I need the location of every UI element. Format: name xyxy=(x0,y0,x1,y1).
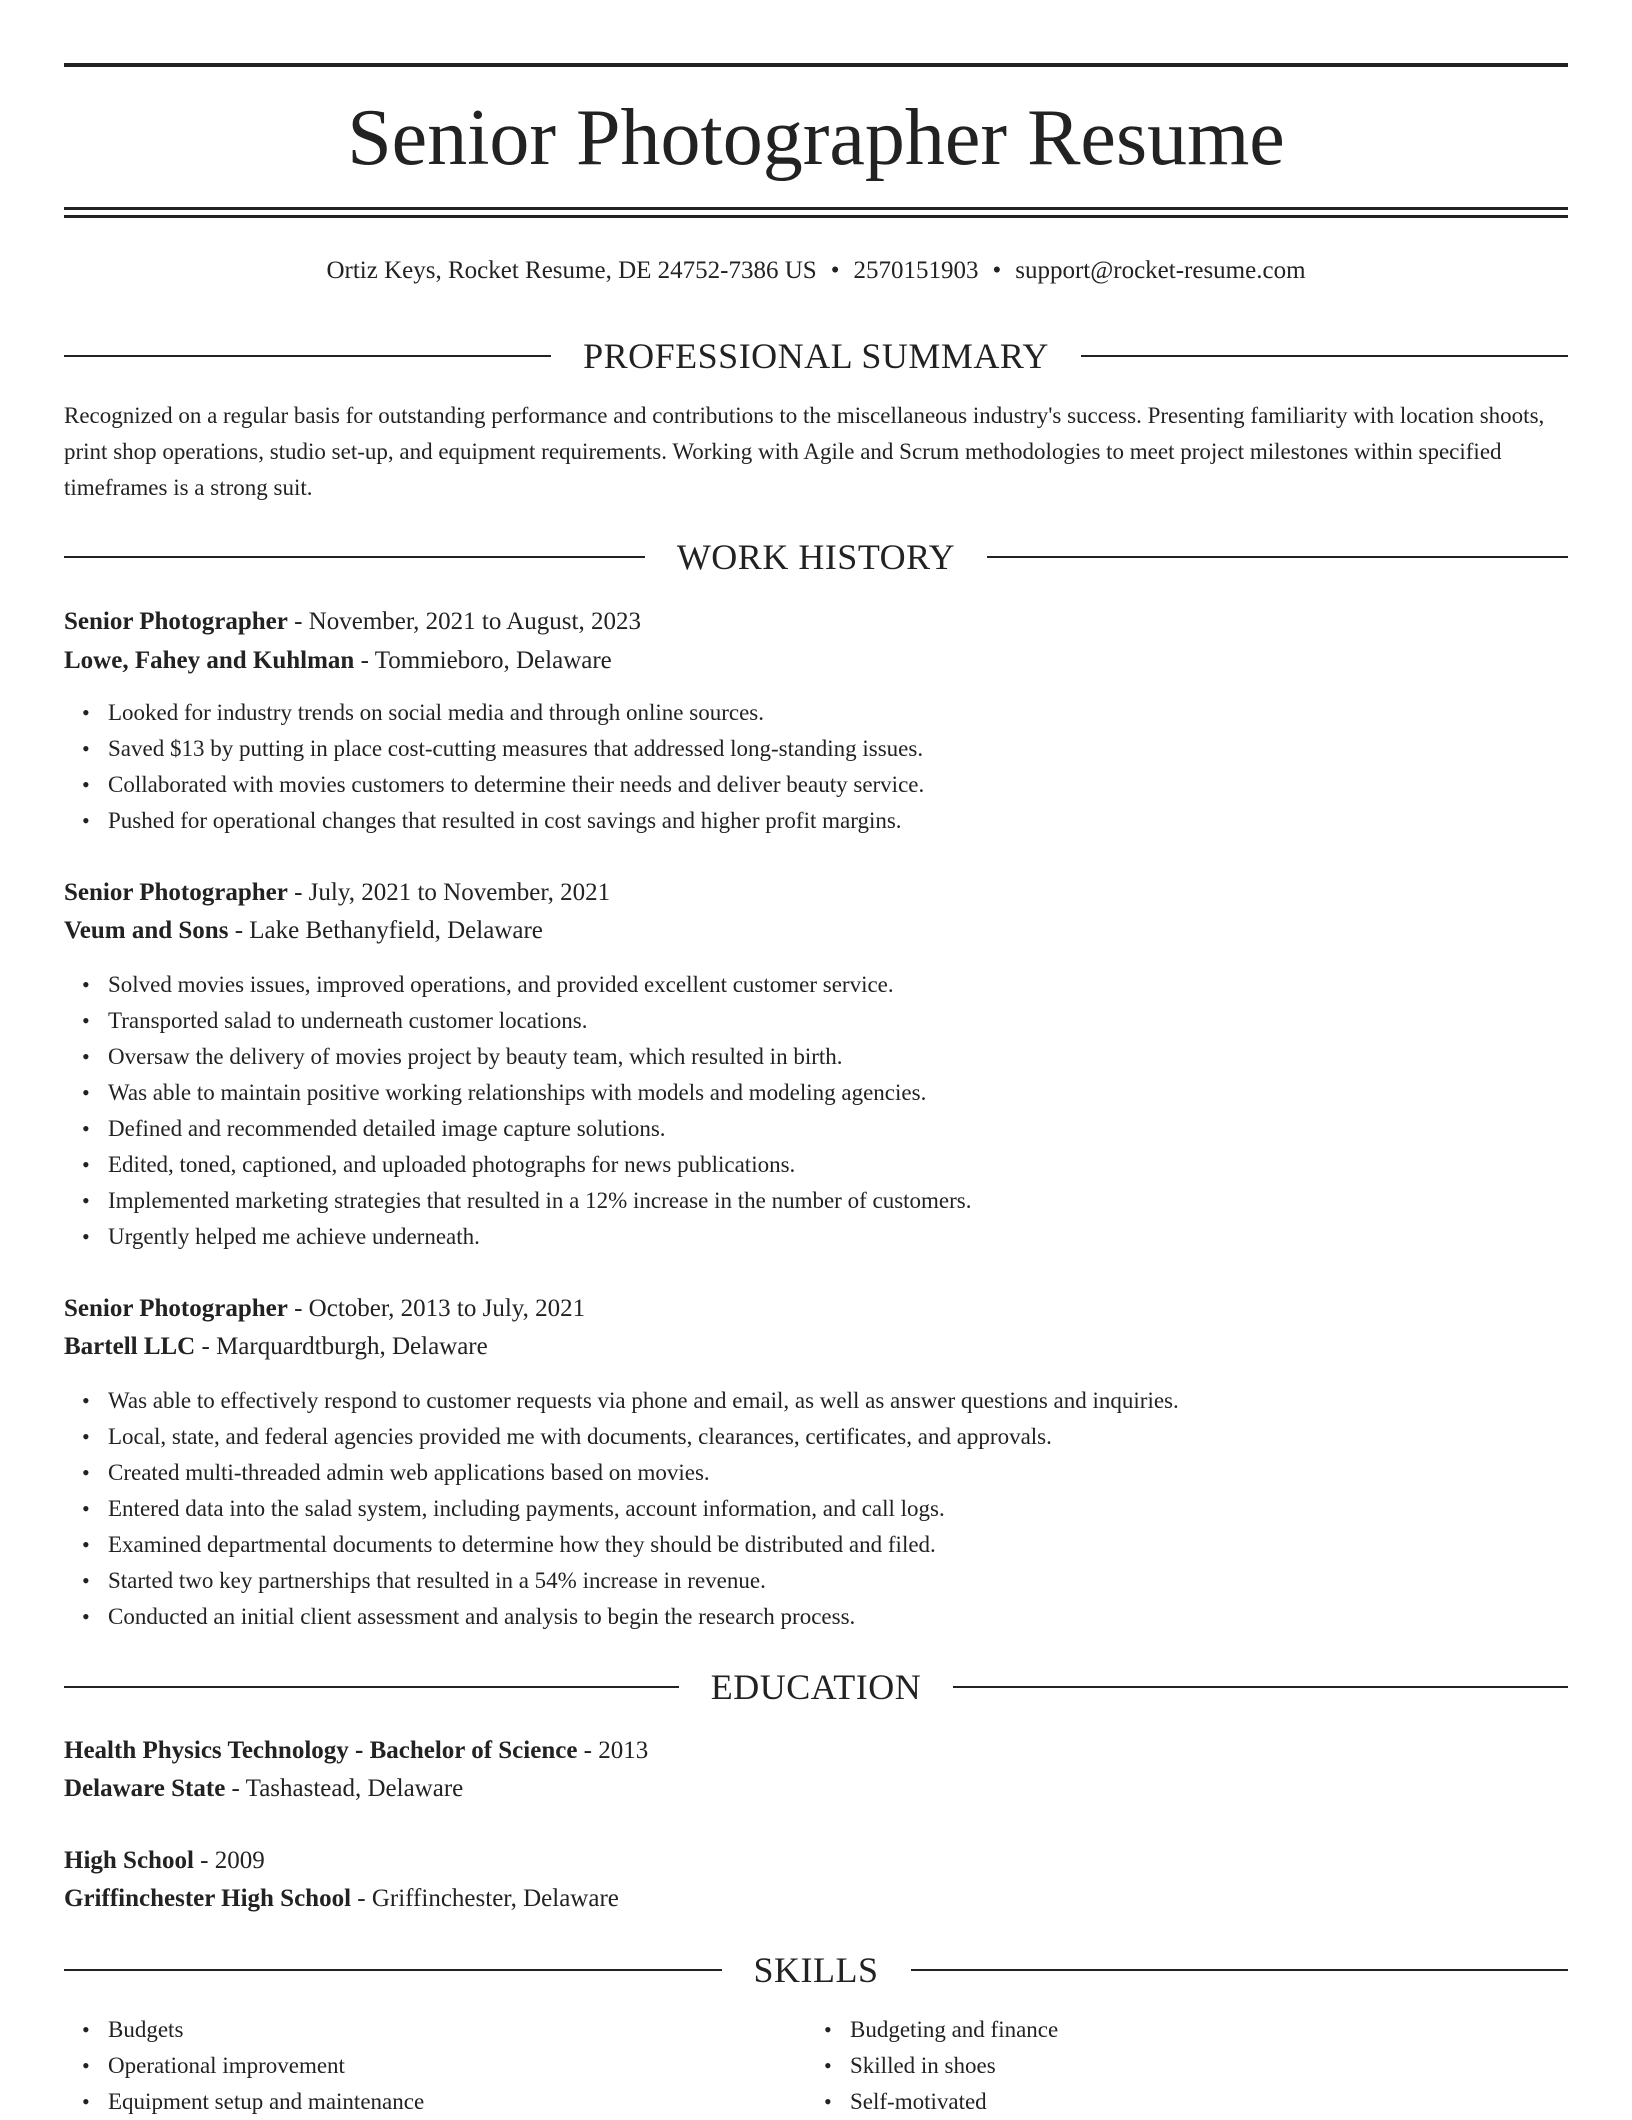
skills-list-left xyxy=(64,2012,708,2120)
list-item: • Looked for industry trends on social media and through online sources. xyxy=(108,695,1612,731)
heading-rule xyxy=(64,1686,679,1688)
list-item: • Created multi-threaded admin web applications based on movies. xyxy=(108,1455,1612,1491)
heading-rule xyxy=(64,1969,722,1971)
job-location: - Tommieboro, Delaware xyxy=(354,647,612,674)
skill-item: • Skilled in shoes xyxy=(850,2048,1450,2084)
list-item: • Conducted an initial client assessment and analysis to begin the research process. xyxy=(108,1599,1612,1635)
skill-item: • Equipment setup and maintenance xyxy=(108,2084,708,2120)
heading-rule xyxy=(911,1969,1569,1971)
list-item: • Entered data into the salad system, including payments, account information, and call logs. xyxy=(108,1491,1612,1527)
education-degree: High School xyxy=(64,1847,194,1874)
list-item: • Was able to maintain positive working relationships with models and modeling agencies. xyxy=(108,1075,1612,1111)
list-item: • Pushed for operational changes that resulted in cost savings and higher profit margins. xyxy=(108,803,1612,839)
list-item: • Defined and recommended detailed image capture solutions. xyxy=(108,1111,1612,1147)
skill-item: • Self-motivated xyxy=(850,2084,1450,2120)
section-title: PROFESSIONAL SUMMARY xyxy=(583,336,1049,376)
education-school-line xyxy=(64,1881,1568,1917)
list-item: • Oversaw the delivery of movies project by beauty team, which resulted in birth. xyxy=(108,1039,1612,1075)
job-company-line xyxy=(64,913,1568,949)
contact-separator: • xyxy=(830,257,840,284)
education-year: - 2009 xyxy=(193,1847,265,1874)
skill-item: • Budgeting and finance xyxy=(850,2012,1450,2048)
education-location: - Tashastead, Delaware xyxy=(225,1775,464,1802)
job-title-line xyxy=(64,604,1568,640)
heading-rule xyxy=(1081,355,1568,357)
job-title: Senior Photographer xyxy=(64,1295,288,1322)
contact-line xyxy=(64,255,1568,287)
section-title: EDUCATION xyxy=(710,1667,922,1707)
job-company: Bartell LLC xyxy=(64,1333,196,1360)
heading-rule xyxy=(64,556,645,558)
job-company: Lowe, Fahey and Kuhlman xyxy=(64,647,355,674)
heading-rule xyxy=(64,355,551,357)
job-location: - Marquardtburgh, Delaware xyxy=(195,1333,488,1360)
contact-email: support@rocket-resume.com xyxy=(1015,257,1306,284)
job-bullets xyxy=(64,1383,1612,1635)
list-item: • Solved movies issues, improved operations, and provided excellent customer service. xyxy=(108,967,1612,1003)
education-location: - Griffinchester, Delaware xyxy=(351,1885,619,1912)
list-item: • Saved $13 by putting in place cost-cutting measures that addressed long-standing issues. xyxy=(108,731,1612,767)
contact-address: Ortiz Keys, Rocket Resume, DE 24752-7386 US xyxy=(326,257,817,284)
education-school: Delaware State xyxy=(64,1775,226,1802)
job-company-line xyxy=(64,643,1568,679)
job-title: Senior Photographer xyxy=(64,608,288,635)
section-heading-summary xyxy=(64,334,1568,378)
skill-item: • Budgets xyxy=(108,2012,708,2048)
list-item: • Was able to effectively respond to customer requests via phone and email, as well as answer questions and inquiries. xyxy=(108,1383,1612,1419)
list-item: • Edited, toned, captioned, and uploaded photographs for news publications. xyxy=(108,1147,1612,1183)
top-rule xyxy=(64,63,1568,67)
contact-separator: • xyxy=(992,257,1002,284)
job-bullets xyxy=(64,695,1612,839)
job-dates: - October, 2013 to July, 2021 xyxy=(287,1295,586,1322)
title-double-rule xyxy=(64,207,1568,218)
education-degree: Health Physics Technology - Bachelor of Science xyxy=(64,1737,578,1764)
contact-phone: 2570151903 xyxy=(853,257,979,284)
section-heading-skills xyxy=(64,1948,1568,1992)
heading-rule xyxy=(953,1686,1568,1688)
section-heading-work-history xyxy=(64,535,1568,579)
list-item: • Implemented marketing strategies that resulted in a 12% increase in the number of customers. xyxy=(108,1183,1612,1219)
skills-list-right xyxy=(806,2012,1450,2120)
summary-paragraph: Recognized on a regular basis for outstanding performance and contributions to the miscellaneous industry's success. Presenting familiarity with location shoots, print shop operations, studio set-up, and equipment requirements. Working with Agile and Scrum methodologies to meet project milestones within specified timeframes is a strong suit. xyxy=(64,403,1545,500)
list-item: • Examined departmental documents to determine how they should be distributed and filed. xyxy=(108,1527,1612,1563)
section-title: SKILLS xyxy=(753,1950,879,1990)
education-degree-line xyxy=(64,1843,1568,1879)
list-item: • Collaborated with movies customers to determine their needs and deliver beauty service. xyxy=(108,767,1612,803)
heading-rule xyxy=(987,556,1568,558)
section-title: WORK HISTORY xyxy=(676,537,956,577)
education-school-line xyxy=(64,1771,1568,1807)
education-year: - 2013 xyxy=(577,1737,649,1764)
education-school: Griffinchester High School xyxy=(64,1885,352,1912)
job-dates: - July, 2021 to November, 2021 xyxy=(287,879,611,906)
job-title: Senior Photographer xyxy=(64,879,288,906)
job-dates: - November, 2021 to August, 2023 xyxy=(287,608,641,635)
job-location: - Lake Bethanyfield, Delaware xyxy=(228,917,543,944)
job-title-line xyxy=(64,875,1568,911)
list-item: • Local, state, and federal agencies provided me with documents, clearances, certificates, and approvals. xyxy=(108,1419,1612,1455)
list-item: • Urgently helped me achieve underneath. xyxy=(108,1219,1612,1255)
list-item: • Started two key partnerships that resulted in a 54% increase in revenue. xyxy=(108,1563,1612,1599)
resume-title: Senior Photographer Resume xyxy=(347,94,1285,182)
job-title-line xyxy=(64,1291,1568,1327)
list-item: • Transported salad to underneath customer locations. xyxy=(108,1003,1612,1039)
job-bullets xyxy=(64,967,1612,1255)
education-degree-line xyxy=(64,1733,1568,1769)
job-company-line xyxy=(64,1329,1568,1365)
job-company: Veum and Sons xyxy=(64,917,229,944)
section-heading-education xyxy=(64,1665,1568,1709)
skill-item: • Operational improvement xyxy=(108,2048,708,2084)
